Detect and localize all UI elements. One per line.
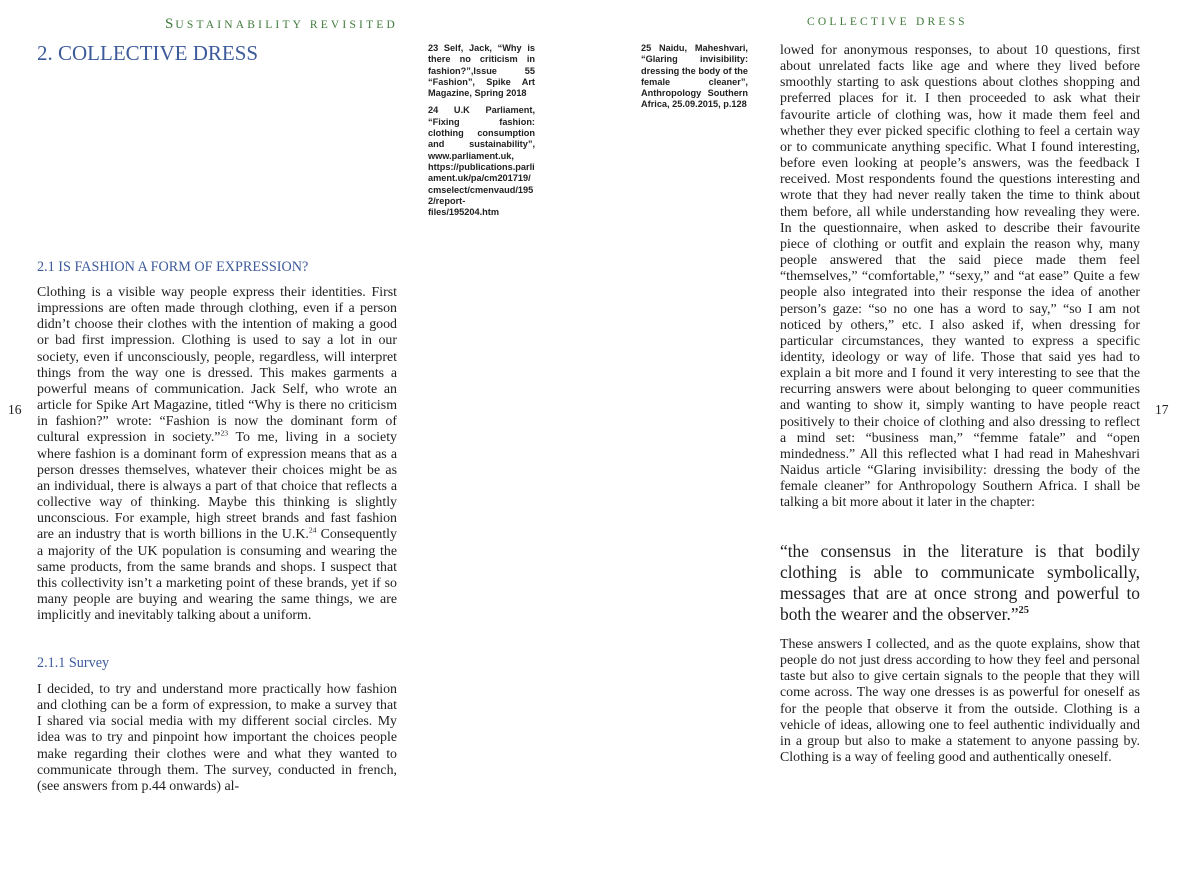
running-head-right: COLLECTIVE DRESS bbox=[807, 16, 968, 28]
survey-results-paragraph: lowed for anonymous responses, to about 10 questions, first about unrelated facts like age and where they lived before smoothly starting to ask questions about clothes shopping and preferred places for it. I then proceeded to ask what their favourite article of clothing was, how it made them feel and whether they ever picked specific clothing to feel a certain way or to communicate anything specific. What I found interesting, before even looking at people’s answers, was the feedback I received. Most respondents found the questions interesting and wrote that they had never really taken the time to think about them before, all while understanding how revealing they were. In the questionnaire, when asked to describe their favourite piece of clothing or outfit and explain the reason why, many people answered that the said piece made them feel “themselves,” “comfortable,” “sexy,” and “at ease” Quite a few people also integrated into their response the idea of another person’s gaze: “so no one has a word to say,” “so I am not noticed by others,” etc. I also asked if, when dressing for particular circumstances, they wanted to express a specific identity, ideology or way of life. Those that said yes had to explain a bit more and I found it very interesting to see that the recurring answers were about belonging to queer communities and wanting to show it, simply wanting to have people react positively to their choice of clothing and also dressing to reflect a mind set: “business man,” “femme fatale” and “open mindedness.” All this reflected what I had read in Maheshvari Naidus article “Glaring invisibility: dressing the body of the female cleaner” for Anthropology Southern Africa. I shall be talking a bit more about it later in the chapter: bbox=[780, 43, 1140, 511]
subsection-title: 2.1.1 Survey bbox=[37, 655, 110, 671]
paragraph-text-part: Consequently a majority of the UK population is consuming and wearing the same products, from the same brands and shops. I suspect that this collectivity isn’t a marketing point of these brands, yet if so many people are buying and wearing the same things, we are implicitly and inevitably talking about a uniform. bbox=[37, 527, 397, 624]
running-head-rest: USTAINABILITY REVISITED bbox=[175, 19, 399, 31]
paragraph-text-part: To me, living in a society where fashion is a dominant form of expression means that as a person dresses themselves, whatever their choices might be as an individual, there is always a part of that choice that reflects a collective way of thinking. Maybe this thinking is slightly unconscious. For example, high street brands and fast fashion are an industry that is worth billions in the U.K. bbox=[37, 430, 398, 543]
footnote-23: 23 Self, Jack, “Why is there no criticism in fashion?”,Issue 55 “Fashion”, Spike Art Magazine, Spring 2018 bbox=[428, 43, 535, 99]
section-title: 2.1 IS FASHION A FORM OF EXPRESSION? bbox=[37, 259, 309, 275]
running-head-initial: S bbox=[165, 16, 176, 32]
conclusion-paragraph: These answers I collected, and as the quote explains, show that people do not just dress according to how they feel and personal taste but also to give certain signals to the people that they will come across. The way one dresses is as powerful for oneself as for the people that observe it from the outside. Clothing is a vehicle of ideas, allowing one to feel authentic individually and in a group but also to make a statement to anyone passing by. Clothing is a way of feeling good and authentically oneself. bbox=[780, 637, 1140, 766]
page-number-left: 16 bbox=[8, 402, 22, 417]
paragraph-text-part: Clothing is a visible way people express their identities. First impressions are often made through clothing, even if a person didn’t choose their clothes with the intention of making a good or bad first impression. Clothing is used to say a lot in our society, even if unconsciously, people, regardless, will interpret things from the way one is dressed. This makes garments a powerful means of communication. Jack Self, who wrote an article for Spike Art Magazine, titled “Why is there no criticism in fashion?” wrote: “Fashion is now the dominant form of cultural expression in society.” bbox=[37, 285, 397, 446]
footnote-ref-25: 25 bbox=[1018, 605, 1029, 617]
page-number-right: 17 bbox=[1155, 402, 1169, 417]
footnote-ref-24: 24 bbox=[308, 525, 317, 535]
running-head-left bbox=[165, 16, 398, 33]
survey-paragraph: I decided, to try and understand more practically how fashion and clothing can be a form of expression, to make a survey that I shared via social media with my different social circles. My idea was to try and pinpoint how important the choices people make regarding their clothes were and what they wanted to communicate through them. The survey, conducted in french, (see answers from p.44 onwards) al- bbox=[37, 682, 397, 794]
footnotes-left bbox=[428, 43, 535, 218]
footnote-24: 24 U.K Parliament, “Fixing fashion: clothing consumption and sustainability”, www.parliament.uk, https://publications.parliament.uk/pa/cm201719/cmselect/cmenvaud/1952/report-files/195204.htm bbox=[428, 105, 535, 218]
chapter-title: 2. COLLECTIVE DRESS bbox=[37, 41, 259, 65]
section-paragraph bbox=[37, 285, 397, 624]
block-quote bbox=[780, 541, 1140, 625]
footnote-ref-23: 23 bbox=[220, 428, 229, 438]
footnote-25: 25 Naidu, Maheshvari, “Glaring invisibility: dressing the body of the female cleaner”, Anthropology Southern Africa, 25.09.2015, p.128 bbox=[641, 43, 748, 110]
quote-text: “the consensus in the literature is that bodily clothing is able to communicate symbolically, messages that are at once strong and powerful to both the wearer and the observer.” bbox=[780, 541, 1140, 624]
